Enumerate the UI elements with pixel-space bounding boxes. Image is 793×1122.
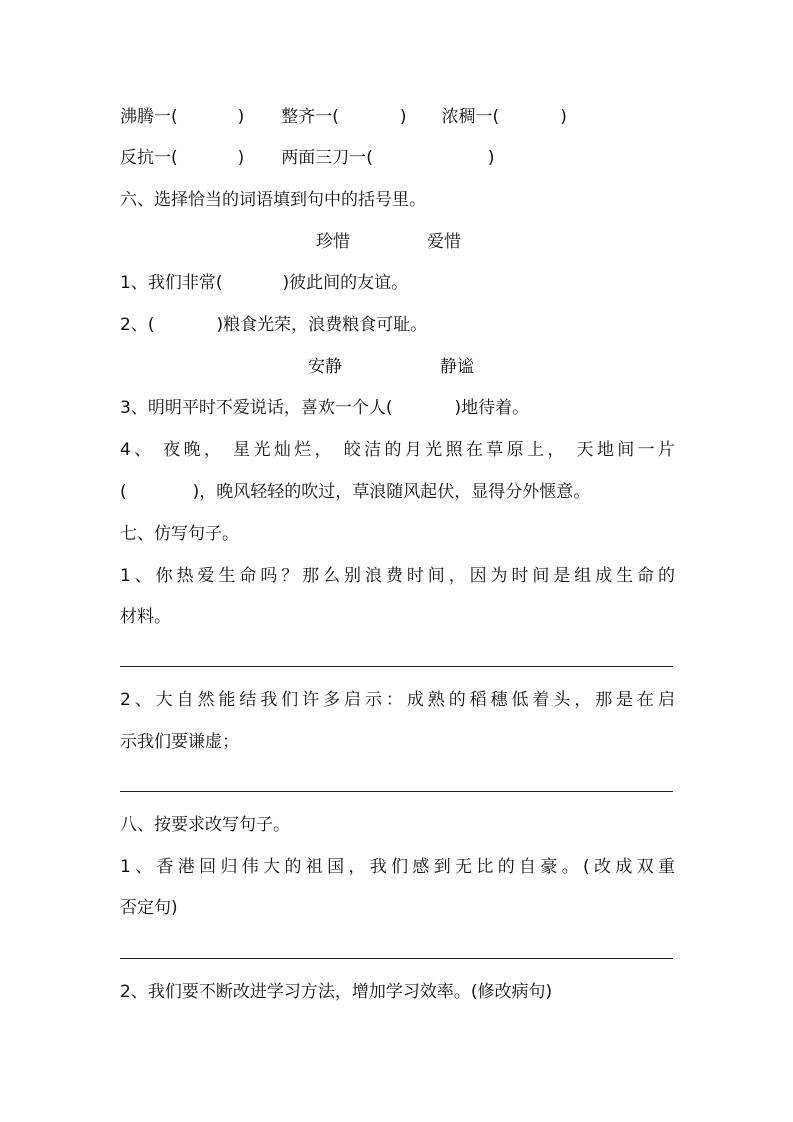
antonym-close: ): [560, 107, 567, 127]
antonym-word: 两面三刀一(: [281, 148, 373, 168]
question-text: 明明平时不爱说话，喜欢一个人(: [147, 398, 393, 418]
answer-line[interactable]: [120, 791, 673, 792]
question-7-1-line-2: 材料。: [120, 607, 171, 627]
question-text: )彼此间的友谊。: [282, 273, 409, 293]
question-number: 2、: [120, 315, 148, 335]
answer-line[interactable]: [120, 666, 673, 667]
word-pair-2: [120, 357, 675, 378]
question-6-3: [120, 398, 675, 419]
question-6-4-line-1: 4、 夜晚， 星光灿烂， 皎洁的月光照在草原上， 天地间一片: [120, 440, 675, 460]
antonym-close: ): [237, 148, 245, 168]
antonym-row-2: [120, 148, 675, 169]
word-option: 珍惜: [316, 232, 350, 252]
answer-line[interactable]: [120, 958, 673, 959]
antonym-word: 反抗一(: [120, 148, 178, 168]
antonym-close: ): [399, 107, 407, 127]
section-8-heading: 八、按要求改写句子。: [120, 815, 290, 835]
antonym-row-1: [120, 107, 675, 128]
question-8-2: 2、我们要不断改进学习方法，增加学习效率。(修改病句): [120, 982, 553, 1002]
question-6-1: [120, 273, 675, 294]
question-8-1-line-2: 否定句): [120, 898, 178, 918]
word-pair-1: [120, 232, 675, 253]
section-7-heading: 七、仿写句子。: [120, 524, 239, 544]
question-7-2-line-1: 2、大自然能结我们许多启示：成熟的稻穗低着头，那是在启: [120, 690, 675, 710]
question-number: 1、: [120, 273, 148, 293]
question-text: )粮食光荣，浪费粮食可耻。: [216, 315, 428, 335]
antonym-close: ): [237, 107, 245, 127]
antonym-word: 浓稠一(: [441, 107, 500, 127]
antonym-word: 整齐一(: [281, 107, 339, 127]
question-text: (: [147, 315, 155, 335]
antonym-word: 沸腾一(: [120, 107, 178, 127]
question-text: )地待着。: [454, 398, 530, 418]
word-option: 爱惜: [427, 232, 461, 252]
question-7-1-line-1: 1、你热爱生命吗？那么别浪费时间，因为时间是组成生命的: [120, 566, 675, 586]
question-number: 3、: [120, 398, 148, 418]
question-6-2: [120, 315, 675, 336]
question-8-1-line-1: 1、香港回归伟大的祖国，我们感到无比的自豪。(改成双重: [120, 857, 675, 877]
question-6-4-line-2: [120, 482, 675, 503]
antonym-close: ): [487, 148, 495, 168]
question-text: 我们非常(: [147, 273, 223, 293]
section-6-heading: 六、选择恰当的词语填到句中的括号里。: [120, 190, 426, 210]
question-7-2-line-2: 示我们要谦虚；: [120, 732, 239, 752]
word-option: 静谧: [440, 357, 474, 377]
question-text: )，晚风轻轻的吹过，草浪随风起伏，显得分外惬意。: [192, 482, 591, 502]
word-option: 安静: [308, 357, 342, 377]
question-text: (: [120, 482, 127, 502]
